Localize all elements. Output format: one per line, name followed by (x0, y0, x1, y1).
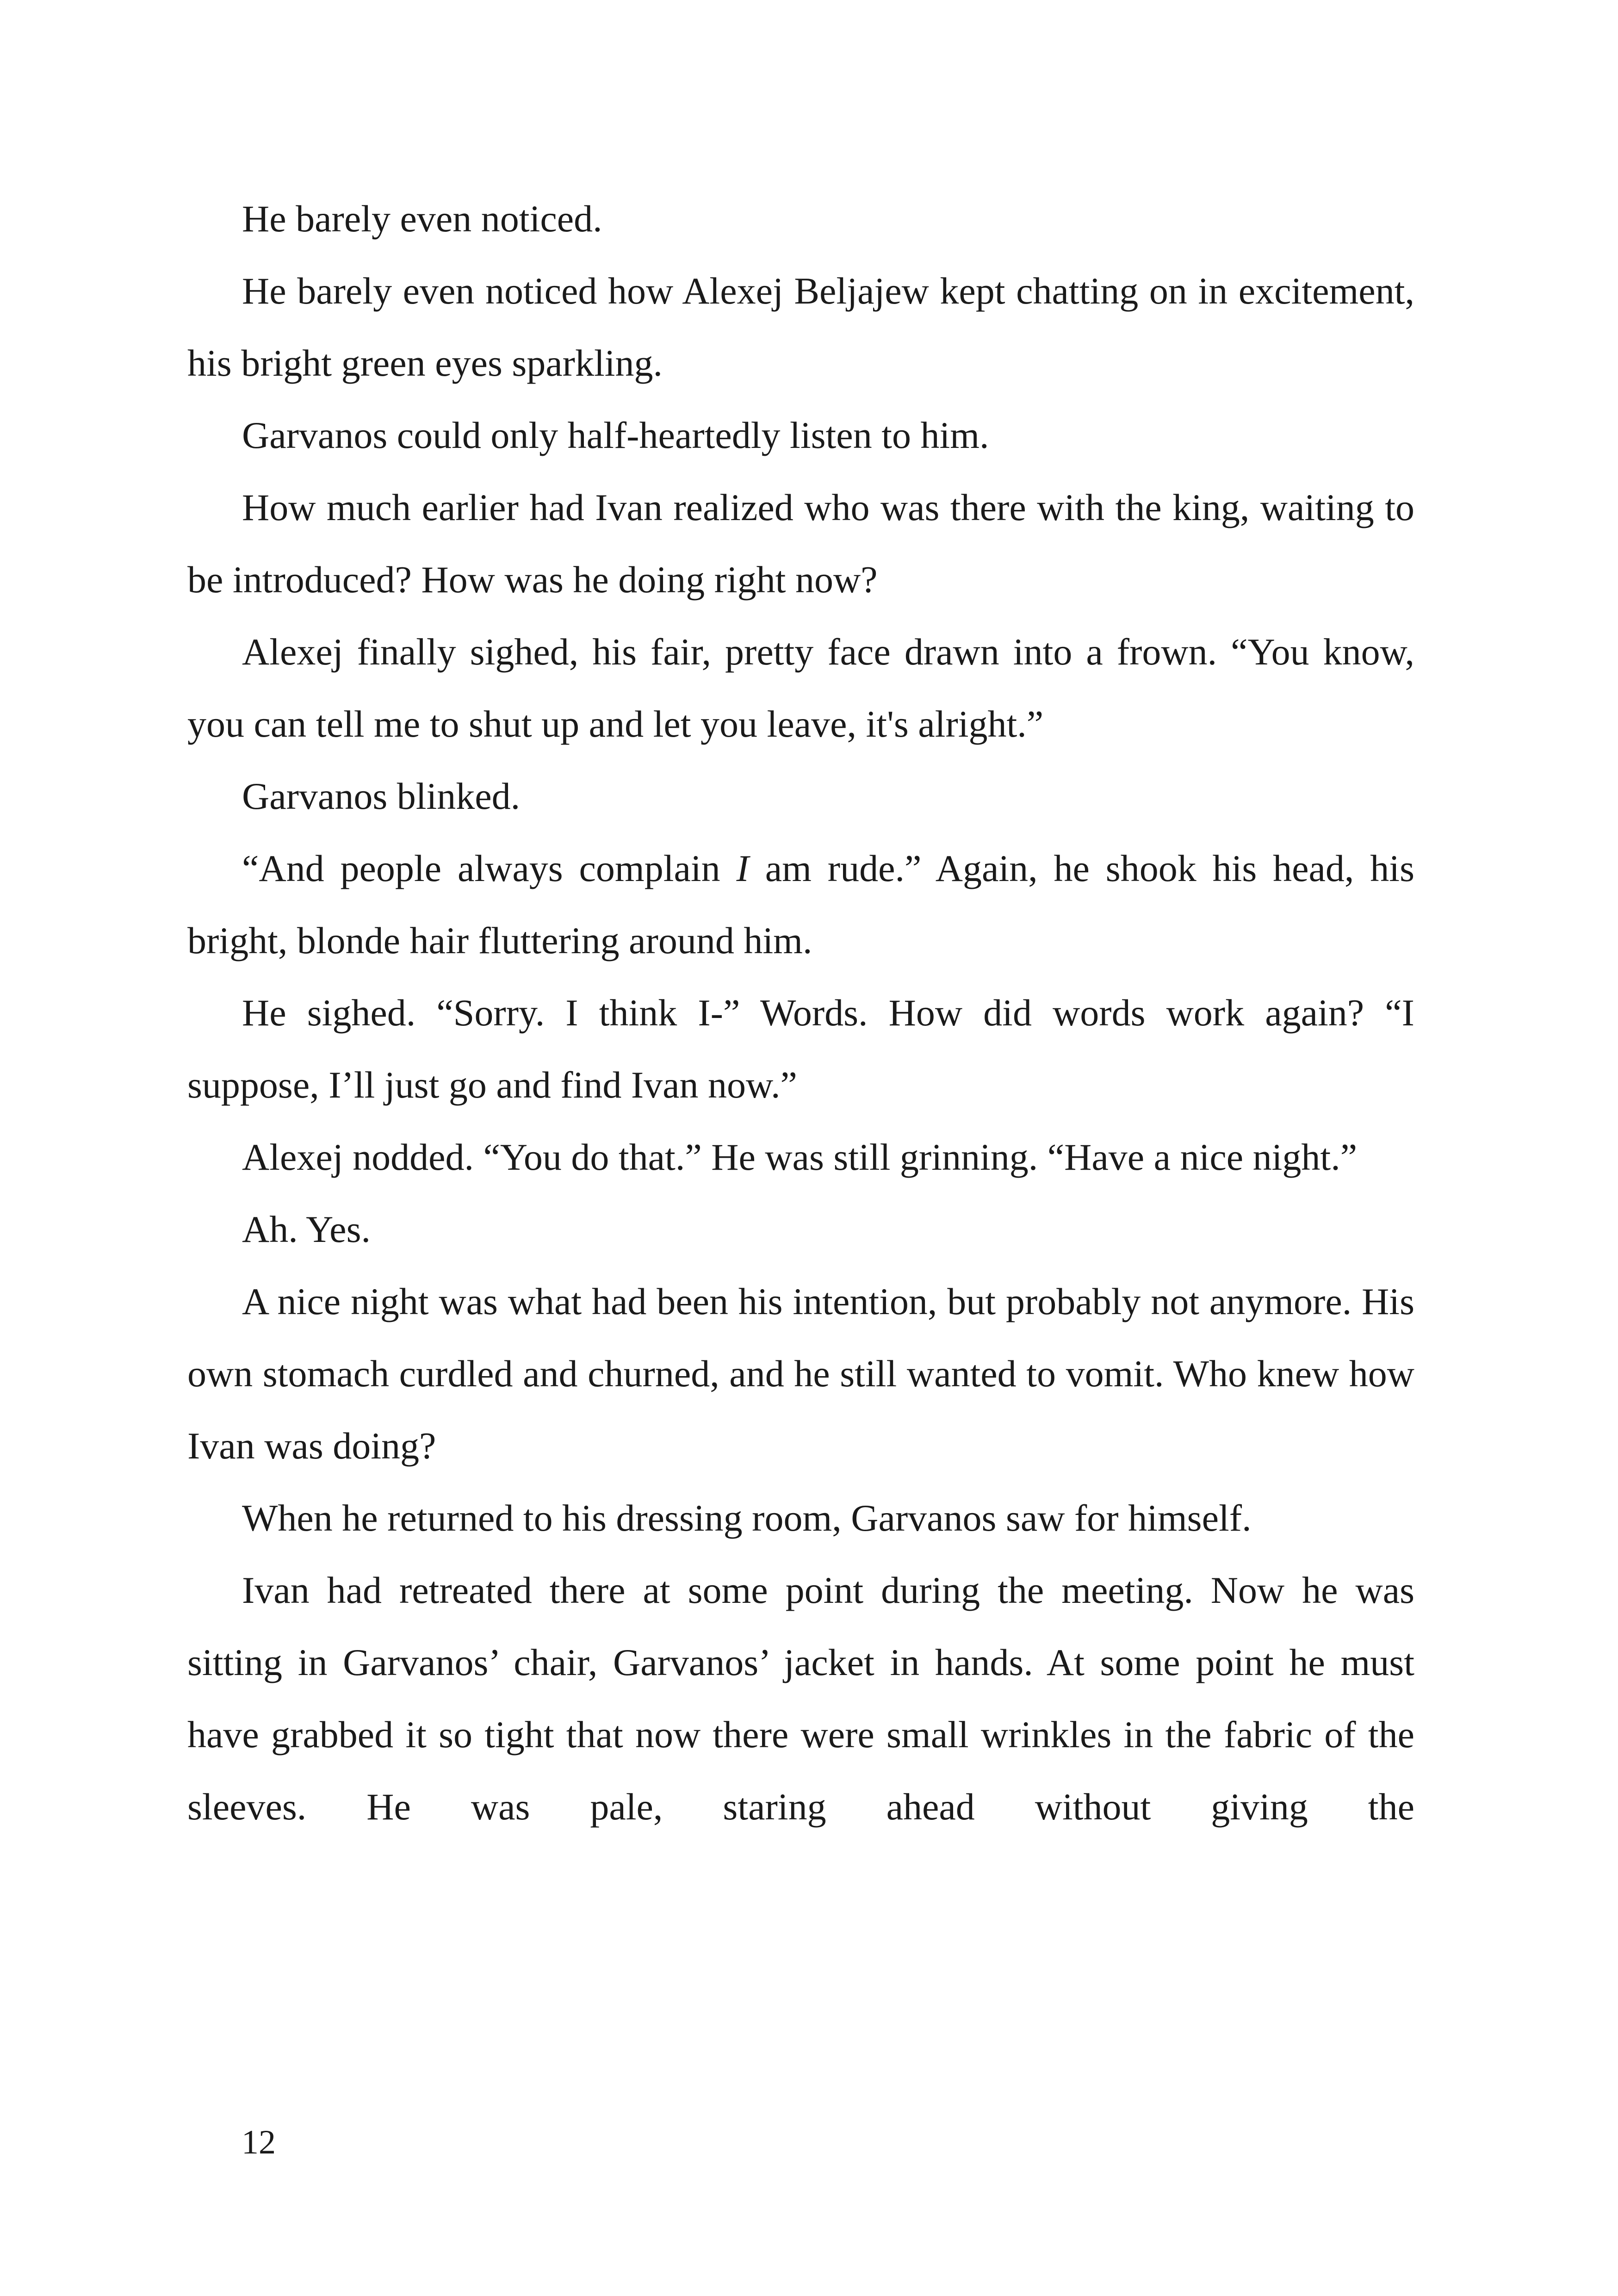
page-number: 12 (242, 2123, 276, 2161)
paragraph-4: How much earlier had Ivan realized who was there with the king, waiting to be introduced? How was he doing right now? (187, 486, 1414, 601)
paragraph-6: Garvanos blinked. (242, 775, 521, 817)
paragraph-2: He barely even noticed how Alexej Beljajew kept chatting on in excitement, his bright green eyes sparkling. (187, 270, 1414, 384)
paragraph-7-italic: I (736, 847, 749, 889)
paragraph-7-after: am rude.” Again, he shook his head, his bright, blonde hair fluttering around him. (187, 847, 1415, 962)
paragraph-13: Ivan had retreated there at some point during the meeting. Now he was sitting in Garvanos’ chair, Garvanos’ jacket in hands. At some point he must have grabbed it so tight that now there were small wrinkles in the fabric of the sleeves. He was pale, staring ahead without giving the (187, 1569, 1414, 1828)
paragraph-9: Alexej nodded. “You do that.” He was still grinning. “Have a nice night.” (242, 1136, 1358, 1178)
paragraph-8: He sighed. “Sorry. I think I-” Words. How did words work again? “I suppose, I’ll just go and find Ivan now.” (187, 992, 1414, 1106)
paragraph-11: A nice night was what had been his intention, but probably not anymore. His own stomach curdled and churned, and he still wanted to vomit. Who knew how Ivan was doing? (187, 1280, 1414, 1467)
paragraph-7 (187, 832, 1414, 977)
body-text (187, 183, 1414, 1843)
paragraph-12: When he returned to his dressing room, Garvanos saw for himself. (242, 1497, 1252, 1539)
paragraph-5: Alexej finally sighed, his fair, pretty face drawn into a frown. “You know, you can tell me to shut up and let you leave, it's alright.” (187, 631, 1414, 745)
paragraph-1: He barely even noticed. (242, 198, 602, 240)
paragraph-3: Garvanos could only half-heartedly listen to him. (242, 414, 989, 456)
paragraph-10: Ah. Yes. (242, 1208, 371, 1250)
paragraph-7-before: “And people always complain (242, 847, 737, 889)
